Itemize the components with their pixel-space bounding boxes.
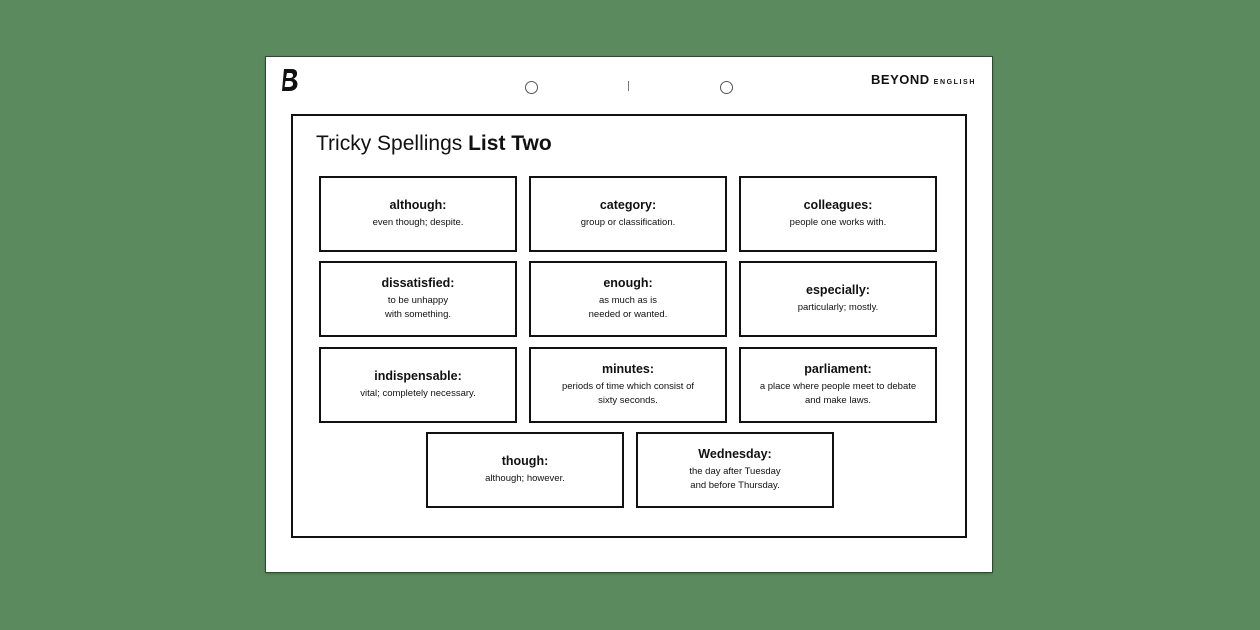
spelling-card <box>529 176 727 252</box>
card-definition: a place where people meet to debate and make laws. <box>759 381 917 406</box>
center-mark <box>628 81 629 91</box>
card-word: dissatisfied: <box>381 276 455 290</box>
card-word: parliament: <box>804 362 872 376</box>
card-definition: as much as is needed or wanted. <box>588 295 668 320</box>
card-word: category: <box>599 198 657 212</box>
spelling-card <box>739 176 937 252</box>
spelling-card <box>319 347 517 423</box>
spelling-card <box>739 347 937 423</box>
card-definition: particularly; mostly. <box>797 302 879 313</box>
brand-main: BEYOND <box>871 72 930 87</box>
beyond-logo-icon <box>281 68 299 92</box>
content-frame <box>291 114 967 538</box>
brand-sub: ENGLISH <box>933 79 976 86</box>
card-definition: group or classification. <box>580 217 676 228</box>
title-light: Tricky Spellings <box>316 132 463 155</box>
spelling-card <box>636 432 834 508</box>
card-word: indispensable: <box>374 369 462 383</box>
card-word: Wednesday: <box>698 447 772 461</box>
punch-hole-right <box>720 81 733 94</box>
spelling-card <box>319 261 517 337</box>
card-definition: vital; completely necessary. <box>360 388 476 399</box>
title-bold: List Two <box>468 132 552 155</box>
card-definition: the day after Tuesday and before Thursday. <box>689 466 781 491</box>
card-definition: even though; despite. <box>372 217 464 228</box>
card-word: though: <box>501 454 549 468</box>
card-word: minutes: <box>601 362 655 376</box>
spelling-card <box>319 176 517 252</box>
spelling-card <box>739 261 937 337</box>
card-word: colleagues: <box>803 198 873 212</box>
card-definition: to be unhappy with something. <box>384 295 451 320</box>
worksheet-page <box>266 57 992 572</box>
card-definition: people one works with. <box>789 217 887 228</box>
card-word: enough: <box>603 276 653 290</box>
spelling-card <box>529 261 727 337</box>
card-definition: although; however. <box>485 473 565 484</box>
brand-wordmark <box>871 72 976 87</box>
spelling-card <box>426 432 624 508</box>
page-title <box>316 132 552 156</box>
card-word: especially: <box>806 283 870 297</box>
card-definition: periods of time which consist of sixty seconds. <box>561 381 694 406</box>
card-word: although: <box>389 198 447 212</box>
punch-hole-left <box>525 81 538 94</box>
spelling-card <box>529 347 727 423</box>
